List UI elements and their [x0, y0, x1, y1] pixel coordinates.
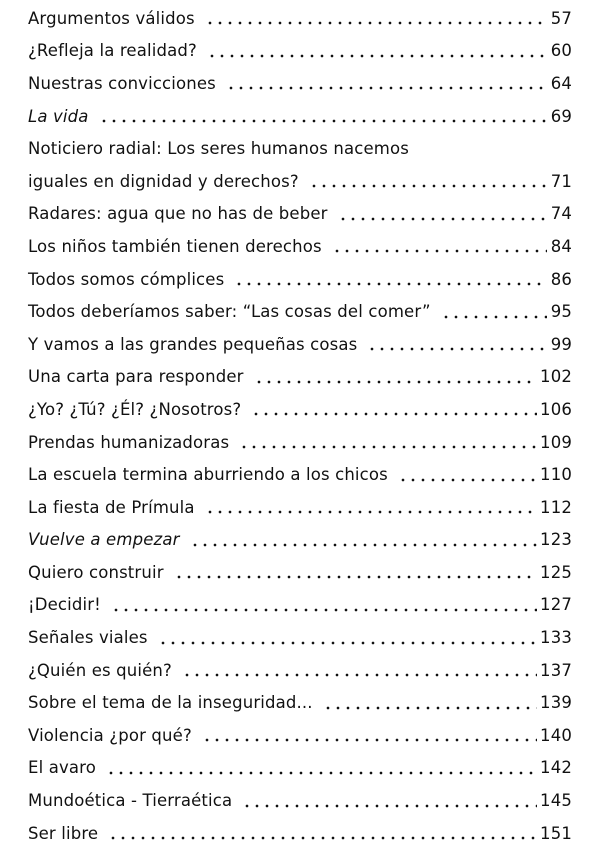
dot-leader — [158, 641, 537, 645]
toc-entry-page-number: 142 — [540, 758, 572, 778]
toc-entry-page-number: 123 — [540, 530, 572, 550]
dot-leader — [174, 575, 537, 579]
toc-entry-title: Quiero construir — [28, 562, 164, 582]
toc-entry — [28, 817, 572, 849]
toc-entry-page-number: 102 — [540, 367, 572, 387]
toc-entry-title: Todos deberíamos saber: “Las cosas del comer” — [28, 302, 431, 322]
toc-entry-title: ¿Yo? ¿Tú? ¿Él? ¿Nosotros? — [28, 399, 242, 419]
toc-entry — [28, 132, 572, 165]
toc-entry-page-number: 109 — [540, 432, 572, 452]
toc-entry — [28, 230, 572, 263]
toc-entry — [28, 361, 572, 394]
toc-entry-title: Mundoética - Tierraética — [28, 791, 233, 811]
toc-entry-page-number: 64 — [550, 73, 572, 93]
toc-entry — [28, 263, 572, 296]
toc-entry-page-number: 127 — [540, 595, 572, 615]
dot-leader — [202, 738, 537, 742]
toc-entry — [28, 328, 572, 361]
toc-entry-page-number: 125 — [540, 562, 572, 582]
dot-leader — [398, 478, 537, 482]
toc-entry-title: Sobre el tema de la inseguridad... — [28, 693, 313, 713]
toc-entry-title: Nuestras convicciones — [28, 73, 216, 93]
toc-entry — [28, 719, 572, 752]
toc-entry-page-number: 133 — [540, 628, 572, 648]
toc-entry-title: ¿Quién es quién? — [28, 660, 172, 680]
table-of-contents — [28, 2, 572, 849]
toc-entry — [28, 198, 572, 231]
dot-leader — [441, 315, 547, 319]
toc-entry-page-number: 112 — [540, 497, 572, 517]
toc-entry-page-number: 145 — [540, 791, 572, 811]
toc-entry — [28, 165, 572, 198]
dot-leader — [254, 380, 537, 384]
toc-entry — [28, 393, 572, 426]
toc-entry-page-number: 69 — [550, 106, 572, 126]
toc-entry-title: La escuela termina aburriendo a los chicos — [28, 465, 388, 485]
toc-entry — [28, 752, 572, 785]
toc-entry-title: Todos somos cómplices — [28, 269, 225, 289]
toc-entry-page-number: 71 — [550, 171, 572, 191]
toc-entry-page-number: 99 — [550, 334, 572, 354]
toc-entry-title: Vuelve a empezar — [28, 530, 180, 550]
dot-leader — [190, 543, 538, 547]
toc-entry-title: Prendas humanizadoras — [28, 432, 230, 452]
dot-leader — [205, 510, 537, 514]
dot-leader — [309, 184, 547, 188]
toc-entry — [28, 524, 572, 557]
toc-entry — [28, 458, 572, 491]
toc-entry-title: Argumentos válidos — [28, 8, 195, 28]
toc-entry-page-number: 106 — [540, 399, 572, 419]
toc-entry — [28, 35, 572, 68]
dot-leader — [332, 249, 547, 253]
toc-entry-title: Y vamos a las grandes pequeñas cosas — [28, 334, 358, 354]
dot-leader — [323, 706, 537, 710]
toc-entry — [28, 784, 572, 817]
toc-entry-page-number: 151 — [540, 823, 572, 843]
toc-entry — [28, 654, 572, 687]
dot-leader — [111, 608, 537, 612]
dot-leader — [226, 86, 547, 90]
toc-entry-title: Violencia ¿por qué? — [28, 725, 192, 745]
toc-entry-title: iguales en dignidad y derechos? — [28, 171, 299, 191]
dot-leader — [234, 282, 547, 286]
dot-leader — [242, 804, 537, 808]
toc-entry-page-number: 139 — [540, 693, 572, 713]
toc-entry-title: Noticiero radial: Los seres humanos nacemos — [28, 139, 410, 159]
toc-entry — [28, 295, 572, 328]
toc-entry-title: ¿Refleja la realidad? — [28, 41, 197, 61]
toc-entry — [28, 621, 572, 654]
dot-leader — [207, 54, 547, 58]
toc-entry-title: La vida — [28, 106, 89, 126]
dot-leader — [182, 673, 537, 677]
dot-leader — [106, 771, 537, 775]
dot-leader — [367, 347, 547, 351]
dot-leader — [205, 21, 547, 25]
toc-entry — [28, 2, 572, 35]
toc-entry-title: ¡Decidir! — [28, 595, 101, 615]
toc-entry-page-number: 60 — [550, 41, 572, 61]
toc-entry — [28, 426, 572, 459]
toc-entry-title: Radares: agua que no has de beber — [28, 204, 328, 224]
dot-leader — [99, 119, 547, 123]
toc-entry — [28, 686, 572, 719]
toc-entry-page-number: 74 — [550, 204, 572, 224]
toc-entry-title: Señales viales — [28, 628, 148, 648]
toc-entry-page-number: 57 — [550, 8, 572, 28]
toc-entry-page-number: 137 — [540, 660, 572, 680]
toc-entry-page-number: 110 — [540, 465, 572, 485]
toc-entry-page-number: 84 — [550, 236, 572, 256]
dot-leader — [108, 836, 537, 840]
toc-entry — [28, 491, 572, 524]
toc-entry-page-number: 86 — [550, 269, 572, 289]
toc-entry — [28, 556, 572, 589]
toc-entry-page-number: 140 — [540, 725, 572, 745]
toc-entry-title: El avaro — [28, 758, 96, 778]
toc-entry-title: La fiesta de Prímula — [28, 497, 195, 517]
toc-entry — [28, 67, 572, 100]
toc-entry-page-number: 95 — [550, 302, 572, 322]
dot-leader — [338, 217, 547, 221]
dot-leader — [251, 412, 537, 416]
toc-entry-title: Una carta para responder — [28, 367, 244, 387]
toc-entry — [28, 100, 572, 133]
toc-entry-title: Los niños también tienen derechos — [28, 236, 322, 256]
dot-leader — [239, 445, 537, 449]
toc-entry-title: Ser libre — [28, 823, 99, 843]
toc-entry — [28, 589, 572, 622]
